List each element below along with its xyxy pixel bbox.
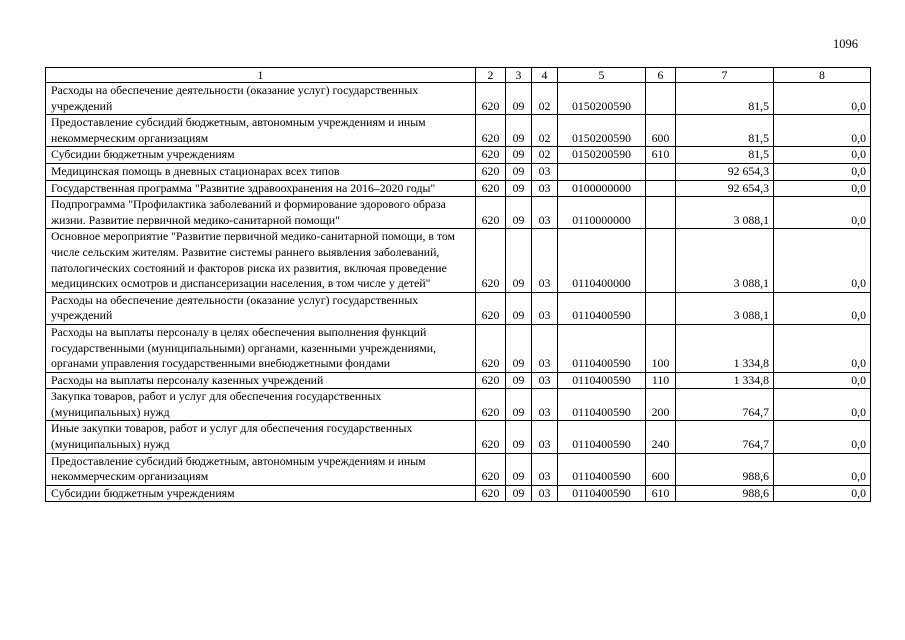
row-section-cell: 09: [506, 421, 532, 453]
row-subsection-cell: 02: [532, 115, 558, 147]
row-expense-type-cell: [646, 197, 676, 229]
table-row: [46, 197, 871, 229]
header-cell-2: 2: [476, 68, 506, 83]
row-name-cell: Основное мероприятие "Развитие первичной медико-санитарной помощи, в том числе сельским жителям. Развитие системы раннего выявления заболеваний, патологических состояний и факторов риска их развития, включая проведение медицинских осмотров и диспансеризации населения, в том числе у детей": [46, 229, 476, 292]
row-section-cell: 09: [506, 324, 532, 372]
row-expense-type-cell: 100: [646, 324, 676, 372]
table-row: [46, 229, 871, 292]
row-code-cell: 620: [476, 292, 506, 324]
table-row: [46, 115, 871, 147]
row-name-cell: Иные закупки товаров, работ и услуг для обеспечения государственных (муниципальных) нужд: [46, 421, 476, 453]
row-section-cell: 09: [506, 163, 532, 180]
row-expense-type-cell: [646, 292, 676, 324]
row-name-cell: Расходы на обеспечение деятельности (оказание услуг) государственных учреждений: [46, 292, 476, 324]
header-cell-8: 8: [774, 68, 871, 83]
table-row: [46, 453, 871, 485]
row-amount2-cell: 0,0: [774, 197, 871, 229]
row-subsection-cell: 03: [532, 389, 558, 421]
row-amount2-cell: 0,0: [774, 372, 871, 389]
row-section-cell: 09: [506, 292, 532, 324]
row-expense-type-cell: [646, 163, 676, 180]
table-row: [46, 421, 871, 453]
row-expense-type-cell: 600: [646, 115, 676, 147]
row-expense-type-cell: [646, 229, 676, 292]
row-amount2-cell: 0,0: [774, 421, 871, 453]
row-code-cell: 620: [476, 372, 506, 389]
row-code-cell: 620: [476, 147, 506, 164]
row-amount-cell: 1 334,8: [676, 324, 774, 372]
row-target-article-cell: 0150200590: [558, 115, 646, 147]
row-expense-type-cell: 200: [646, 389, 676, 421]
table-row: [46, 485, 871, 502]
row-section-cell: 09: [506, 115, 532, 147]
row-expense-type-cell: 240: [646, 421, 676, 453]
header-cell-7: 7: [676, 68, 774, 83]
row-target-article-cell: 0110400590: [558, 372, 646, 389]
row-amount2-cell: 0,0: [774, 115, 871, 147]
row-subsection-cell: 03: [532, 372, 558, 389]
row-amount2-cell: 0,0: [774, 229, 871, 292]
row-name-cell: Расходы на обеспечение деятельности (оказание услуг) государственных учреждений: [46, 83, 476, 115]
row-target-article-cell: 0110400590: [558, 453, 646, 485]
table-row: [46, 324, 871, 372]
header-cell-1: 1: [46, 68, 476, 83]
row-amount-cell: 3 088,1: [676, 197, 774, 229]
row-target-article-cell: 0100000000: [558, 180, 646, 197]
row-subsection-cell: 02: [532, 83, 558, 115]
row-code-cell: 620: [476, 115, 506, 147]
row-target-article-cell: 0110400590: [558, 421, 646, 453]
row-name-cell: Субсидии бюджетным учреждениям: [46, 485, 476, 502]
page-number: 1096: [833, 37, 858, 51]
row-amount-cell: 764,7: [676, 389, 774, 421]
row-amount2-cell: 0,0: [774, 83, 871, 115]
row-name-cell: Предоставление субсидий бюджетным, автономным учреждениям и иным некоммерческим организациям: [46, 453, 476, 485]
row-target-article-cell: 0110000000: [558, 197, 646, 229]
row-code-cell: 620: [476, 453, 506, 485]
header-cell-3: 3: [506, 68, 532, 83]
row-code-cell: 620: [476, 180, 506, 197]
row-name-cell: Подпрограмма "Профилактика заболеваний и формирование здорового образа жизни. Развитие первичной медико-санитарной помощи": [46, 197, 476, 229]
row-target-article-cell: 0110400590: [558, 324, 646, 372]
row-section-cell: 09: [506, 485, 532, 502]
table-row: [46, 83, 871, 115]
row-code-cell: 620: [476, 83, 506, 115]
row-section-cell: 09: [506, 197, 532, 229]
row-expense-type-cell: 110: [646, 372, 676, 389]
row-subsection-cell: 03: [532, 421, 558, 453]
row-name-cell: Медицинская помощь в дневных стационарах всех типов: [46, 163, 476, 180]
row-section-cell: 09: [506, 229, 532, 292]
header-row: [46, 68, 871, 83]
row-amount-cell: 1 334,8: [676, 372, 774, 389]
row-amount2-cell: 0,0: [774, 163, 871, 180]
row-amount-cell: 988,6: [676, 485, 774, 502]
row-name-cell: Расходы на выплаты персоналу в целях обеспечения выполнения функций государственными (муниципальными) органами, казенными учреждениями, органами управления государственными внебюджетными фондами: [46, 324, 476, 372]
row-target-article-cell: 0110400000: [558, 229, 646, 292]
row-name-cell: Государственная программа "Развитие здравоохранения на 2016–2020 годы": [46, 180, 476, 197]
row-amount2-cell: 0,0: [774, 485, 871, 502]
row-amount-cell: 81,5: [676, 83, 774, 115]
row-subsection-cell: 03: [532, 197, 558, 229]
header-cell-6: 6: [646, 68, 676, 83]
row-name-cell: Закупка товаров, работ и услуг для обеспечения государственных (муниципальных) нужд: [46, 389, 476, 421]
row-amount-cell: 988,6: [676, 453, 774, 485]
row-code-cell: 620: [476, 163, 506, 180]
budget-table: [45, 67, 871, 502]
row-amount2-cell: 0,0: [774, 324, 871, 372]
row-expense-type-cell: 600: [646, 453, 676, 485]
row-target-article-cell: 0110400590: [558, 485, 646, 502]
row-amount2-cell: 0,0: [774, 147, 871, 164]
row-amount-cell: 81,5: [676, 147, 774, 164]
row-amount-cell: 81,5: [676, 115, 774, 147]
row-subsection-cell: 03: [532, 163, 558, 180]
table-row: [46, 372, 871, 389]
row-code-cell: 620: [476, 485, 506, 502]
row-section-cell: 09: [506, 453, 532, 485]
row-subsection-cell: 03: [532, 229, 558, 292]
table-row: [46, 147, 871, 164]
row-section-cell: 09: [506, 389, 532, 421]
row-section-cell: 09: [506, 147, 532, 164]
row-code-cell: 620: [476, 197, 506, 229]
header-cell-5: 5: [558, 68, 646, 83]
row-expense-type-cell: [646, 83, 676, 115]
table-row: [46, 163, 871, 180]
row-name-cell: Предоставление субсидий бюджетным, автономным учреждениям и иным некоммерческим организациям: [46, 115, 476, 147]
row-amount2-cell: 0,0: [774, 389, 871, 421]
row-target-article-cell: 0110400590: [558, 292, 646, 324]
row-amount2-cell: 0,0: [774, 453, 871, 485]
row-section-cell: 09: [506, 180, 532, 197]
row-amount2-cell: 0,0: [774, 292, 871, 324]
row-target-article-cell: 0150200590: [558, 147, 646, 164]
row-subsection-cell: 03: [532, 180, 558, 197]
row-subsection-cell: 03: [532, 453, 558, 485]
row-code-cell: 620: [476, 421, 506, 453]
row-section-cell: 09: [506, 372, 532, 389]
row-target-article-cell: [558, 163, 646, 180]
row-amount-cell: 3 088,1: [676, 229, 774, 292]
row-target-article-cell: 0110400590: [558, 389, 646, 421]
row-section-cell: 09: [506, 83, 532, 115]
row-expense-type-cell: 610: [646, 485, 676, 502]
row-amount-cell: 3 088,1: [676, 292, 774, 324]
table-row: [46, 389, 871, 421]
row-amount2-cell: 0,0: [774, 180, 871, 197]
row-subsection-cell: 02: [532, 147, 558, 164]
row-code-cell: 620: [476, 229, 506, 292]
row-subsection-cell: 03: [532, 324, 558, 372]
row-amount-cell: 764,7: [676, 421, 774, 453]
row-expense-type-cell: 610: [646, 147, 676, 164]
row-name-cell: Расходы на выплаты персоналу казенных учреждений: [46, 372, 476, 389]
row-subsection-cell: 03: [532, 485, 558, 502]
table-row: [46, 292, 871, 324]
row-amount-cell: 92 654,3: [676, 163, 774, 180]
row-code-cell: 620: [476, 389, 506, 421]
header-cell-4: 4: [532, 68, 558, 83]
row-expense-type-cell: [646, 180, 676, 197]
table-row: [46, 180, 871, 197]
row-code-cell: 620: [476, 324, 506, 372]
row-name-cell: Субсидии бюджетным учреждениям: [46, 147, 476, 164]
row-amount-cell: 92 654,3: [676, 180, 774, 197]
row-subsection-cell: 03: [532, 292, 558, 324]
row-target-article-cell: 0150200590: [558, 83, 646, 115]
